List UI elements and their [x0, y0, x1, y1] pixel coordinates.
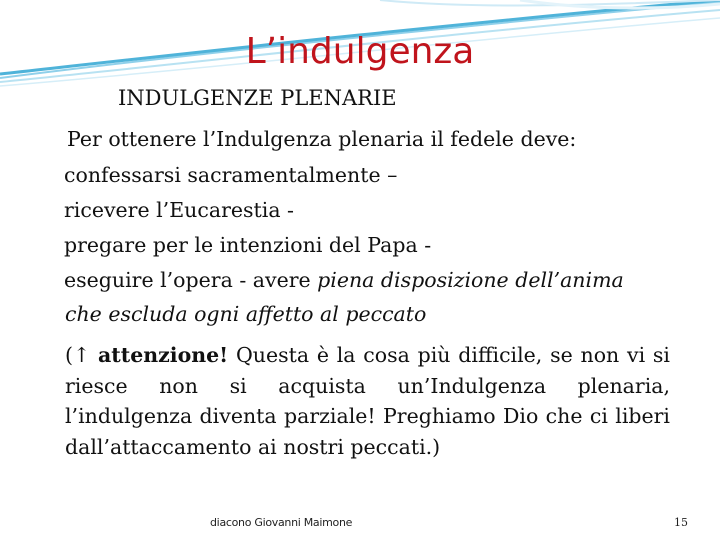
list-item: [44, 195, 294, 225]
note-emphasis: attenzione!: [97, 343, 229, 367]
note-paragraph: [65, 340, 670, 462]
bullet-text-italic: piena disposizione dell’anima: [317, 268, 624, 292]
page-number: 15: [674, 516, 688, 529]
bullet-text: pregare per le intenzioni del Papa -: [64, 233, 432, 257]
footer-author: diacono Giovanni Maimone: [210, 516, 353, 529]
bullet-text: ricevere l’Eucarestia -: [64, 198, 294, 222]
slide-title: L’indulgenza: [245, 31, 475, 72]
slide-subtitle: INDULGENZE PLENARIE: [118, 86, 397, 110]
list-item: [44, 160, 397, 190]
bullet-text: confessarsi sacramentalmente –: [64, 163, 398, 187]
intro-text: Per ottenere l’Indulgenza plenaria il fedele deve:: [67, 127, 577, 151]
list-item: [44, 265, 624, 295]
bullet-continuation: che escluda ogni affetto al peccato: [65, 302, 427, 326]
bullet-text-plain: eseguire l’opera - avere: [64, 268, 318, 292]
bullet-text: [64, 265, 624, 295]
footer: [0, 516, 720, 534]
note-open: (: [65, 343, 73, 367]
note-body: Questa è la cosa più difficile, se non vi si riesce non si acquista un’Indulgenza plenaria, l’indulgenza diventa parziale! Preghiamo Dio che ci liberi dall’attaccamento ai nostri peccati.): [65, 343, 670, 459]
list-item: [44, 230, 431, 260]
up-arrow-icon: ↑: [73, 343, 91, 367]
